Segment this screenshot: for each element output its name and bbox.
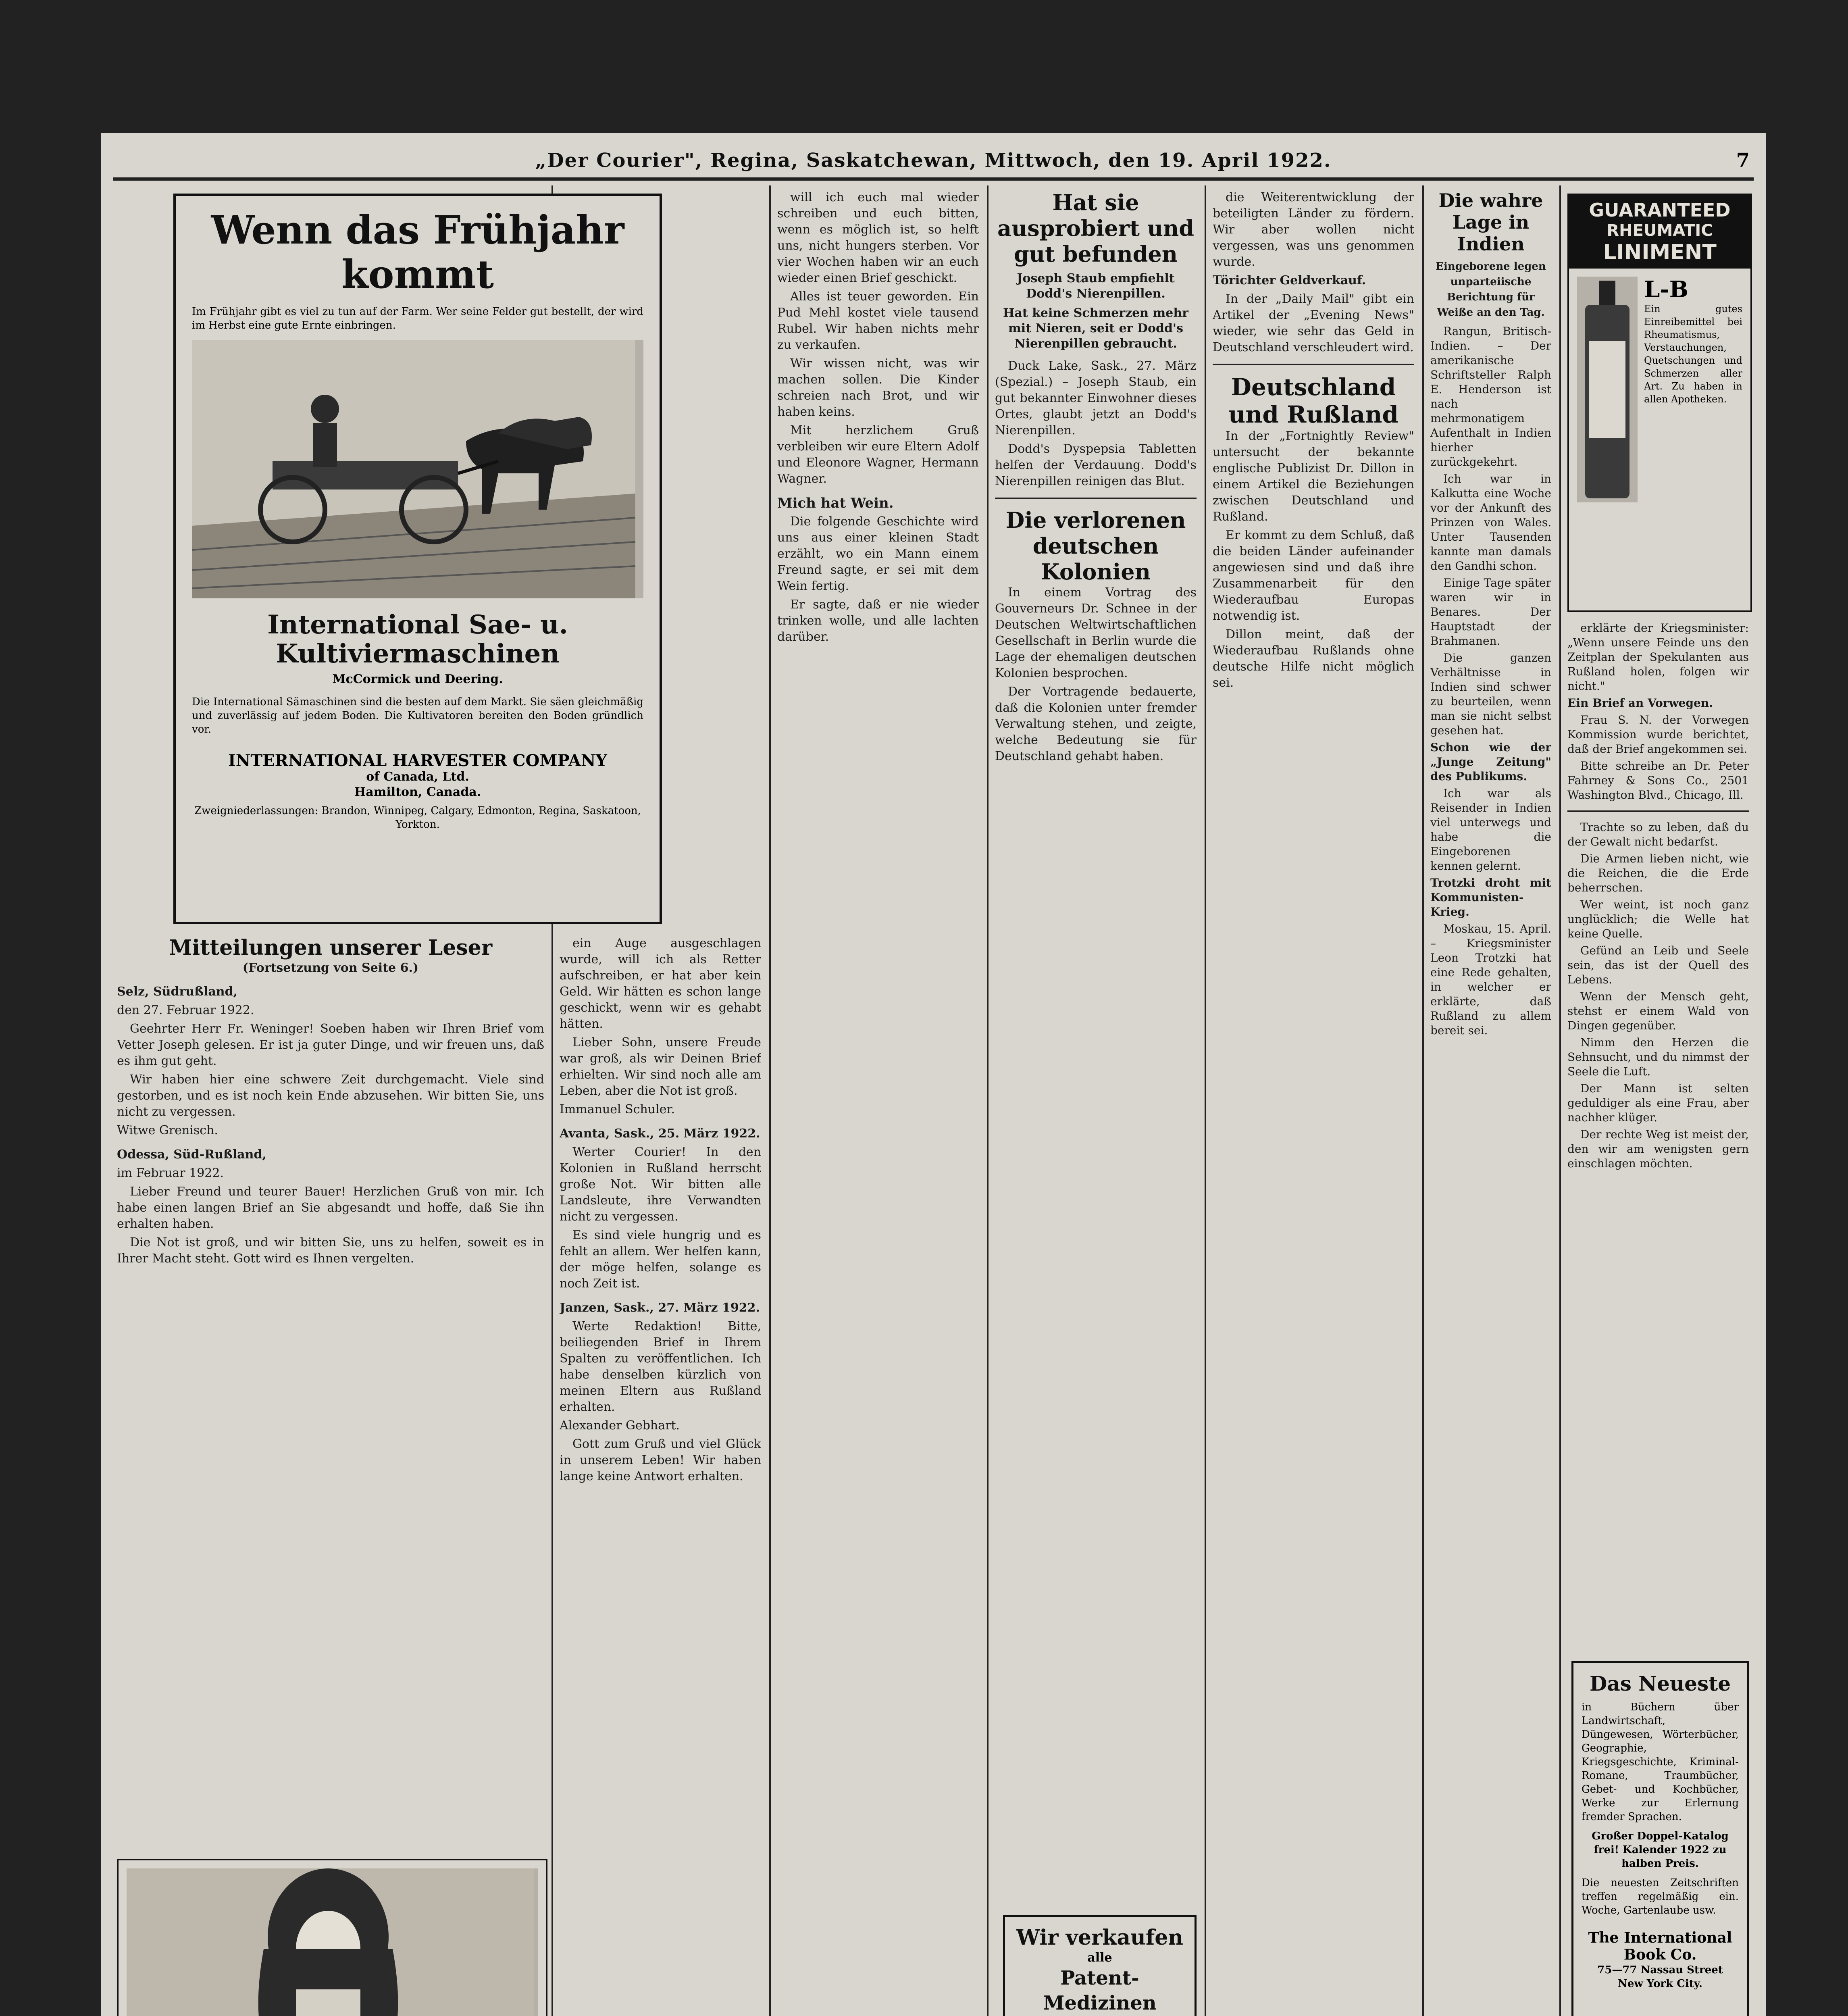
liniment-line1: GUARANTEED (1589, 199, 1731, 221)
liniment-line2: RHEUMATIC (1607, 221, 1713, 240)
column-6 (1430, 190, 1551, 2016)
section-title: Mitteilungen unserer Leser (169, 935, 493, 960)
article-subtitle: Ein Brief an Vorwegen. (1567, 696, 1713, 710)
saying: Nimm den Herzen die Sehnsucht, und du nimmst der Seele die Luft. (1567, 1036, 1749, 1078)
article-subtitle: Schon wie der „Junge Zeitung" des Publikums. (1430, 741, 1551, 783)
article-title: Die wahre Lage in Indien (1438, 190, 1543, 255)
mitteilungen-section (117, 935, 544, 1835)
paragraph: Werte Redaktion! Bitte, beiliegenden Brief in Ihrem Spalten zu veröffentlichen. Ich habe denselben kürzlich von meinen Eltern aus Rußland erhalten. (560, 1319, 761, 1414)
article-rule (995, 498, 1197, 499)
ad-company: The International Book Co. (1588, 1929, 1732, 1963)
letter-date: im Februar 1922. (117, 1166, 224, 1180)
paragraph: Moskau, 15. April. – Kriegsminister Leon Trotzki hat eine Rede gehalten, in welcher er erklärte, daß Rußland zu allem bereit sei. (1430, 922, 1551, 1037)
column-7 (1567, 621, 1749, 1629)
ad-company-suffix: of Canada, Ltd. (366, 770, 469, 784)
bottle-illustration (1577, 277, 1638, 502)
paragraph: Bitte schreibe an Dr. Peter Fahrney & Sons Co., 2501 Washington Blvd., Chicago, Ill. (1567, 759, 1749, 802)
book-company-advertisement (1571, 1661, 1749, 2016)
saying: Wer weint, ist noch ganz unglücklich; die Welle hat keine Quelle. (1567, 898, 1749, 940)
article-title: Mich hat Wein. (777, 495, 894, 511)
paragraph: Dillon meint, daß der Wiederaufbau Rußlands ohne deutsche Hilfe nicht möglich sei. (1213, 627, 1414, 690)
saying: Der Mann ist selten geduldiger als eine Frau, aber nachher klüger. (1567, 1082, 1749, 1124)
woman-figure-drawing (127, 1868, 534, 2016)
paragraph: Mit herzlichem Gruß verbleiben wir eure Eltern Adolf und Eleonore Wagner, Hermann Wagner. (777, 423, 979, 486)
letter-place: Janzen, Sask., 27. März 1922. (560, 1301, 760, 1315)
ad-title: Das Neueste (1589, 1672, 1731, 1695)
ad-company: INTERNATIONAL HARVESTER COMPANY (228, 751, 607, 770)
ad-text: in Büchern über Landwirtschaft, Düngewesen, Wörterbücher, Geographie, Kriegsgeschichte, Kriminal-Romane, Traumbücher, Gebet- und Kochbücher, Werke zur Erlernung fremder Sprachen. (1582, 1701, 1739, 1823)
paragraph: In der „Fortnightly Review" untersucht der bekannte englische Publizist Dr. Dillon in einem Artikel die Beziehungen zwischen Deutschland und Rußland. (1213, 429, 1414, 524)
letter-date: den 27. Februar 1922. (117, 1003, 254, 1017)
bottle-icon (1577, 277, 1638, 502)
paragraph: In der „Daily Mail" gibt ein Artikel der „Evening News" wieder, wie sehr das Geld in Deutschland verschleudert wird. (1213, 292, 1414, 354)
column-rule (1422, 185, 1424, 2016)
saying: Wenn der Mensch geht, stehst er einem Wald von Dingen gegenüber. (1567, 990, 1749, 1032)
column-rule (1205, 185, 1206, 2016)
paragraph: Duck Lake, Sask., 27. März (Spezial.) – Joseph Staub, ein gut bekannter Einwohner dieses Ortes, glaubt jetzt an Dodd's Nierenpillen. (995, 359, 1197, 437)
letter-place: Odessa, Süd-Rußland, (117, 1148, 266, 1162)
paragraph: Rangun, Britisch-Indien. – Der amerikanische Schriftsteller Ralph E. Henderson ist nach mehrmonatigem Aufenthalt in Indien hierher zurückgekehrt. (1430, 325, 1551, 469)
horse-seeder-drawing (192, 340, 635, 598)
paragraph: Die ganzen Verhältnisse in Indien sind schwer zu beurteilen, wenn man sie nicht selbst gesehen hat. (1430, 651, 1551, 737)
paragraph: Ich war als Reisender in Indien viel unterwegs und habe die Eingeborenen kennen gelernt. (1430, 787, 1551, 873)
liniment-brand: L-B (1644, 276, 1688, 303)
paragraph: Der Vortragende bedauerte, daß die Kolonien unter fremder Verwaltung stehen, und zeigte, welche Bedeutung sie für Deutschland gehabt haben. (995, 685, 1197, 763)
paragraph: die Weiterentwicklung der beteiligten Länder zu fördern. Wir aber wollen nicht vergessen, was uns genommen wurde. (1213, 190, 1414, 269)
column-5 (1213, 190, 1414, 2016)
ad-city: New York City. (1618, 1978, 1702, 1990)
column-3 (777, 190, 979, 2016)
saying: Trachte so zu leben, daß du der Gewalt nicht bedarfst. (1567, 821, 1749, 848)
harvester-advertisement (173, 194, 662, 924)
liniment-text: Ein gutes Einreibemittel bei Rheumatismus, Verstauchungen, Quetschungen und Schmerzen aller Art. Zu haben in allen Apotheken. (1644, 303, 1742, 405)
article-subtitle: Törichter Geldverkauf. (1213, 273, 1366, 287)
article-title: Hat sie ausprobiert und gut befunden (997, 190, 1194, 267)
letter-body: Lieber Freund und teurer Bauer! Herzlichen Gruß von mir. Ich habe einen langen Brief an Sie abgesandt und hoffe, daß Sie ihn erhalten haben. (117, 1185, 544, 1231)
liniment-line3: LINIMENT (1603, 240, 1717, 264)
article-subtitle: Hat keine Schmerzen mehr mit Nieren, seit er Dodd's Nierenpillen gebraucht. (1003, 306, 1188, 351)
article-subtitle: Trotzki droht mit Kommunisten-Krieg. (1430, 876, 1551, 918)
article-subtitle: Joseph Staub empfiehlt Dodd's Nierenpillen. (1017, 271, 1175, 301)
signature: Alexander Gebhart. (560, 1418, 680, 1433)
paragraph: erklärte der Kriegsminister: „Wenn unsere Feinde uns den Zeitplan der Spekulanten aus Rußland holen, folgen wir nicht." (1567, 621, 1749, 693)
paragraph: Werter Courier! In den Kolonien in Rußland herrscht große Not. Wir bitten alle Landsleute, ihre Verwandten nicht zu vergessen. (560, 1145, 761, 1224)
ad-city: Hamilton, Canada. (354, 785, 481, 799)
ad-title: Wir verkaufen (1016, 1925, 1184, 1950)
paragraph: In einem Vortrag des Gouverneurs Dr. Schnee in der Deutschen Weltwirtschaftlichen Gesellschaft in Berlin wurde die Lage der ehemaligen deutschen Kolonien besprochen. (995, 585, 1197, 680)
farm-machinery-illustration (192, 340, 643, 598)
paragraph: Er sagte, daß er nie wieder trinken wolle, und alle lachten darüber. (777, 598, 979, 644)
saying: Gefünd an Leib und Seele sein, das ist der Quell des Lebens. (1567, 944, 1749, 986)
paragraph: Gott zum Gruß und viel Glück in unserem Leben! Wir haben lange keine Antwort erhalten. (560, 1437, 761, 1483)
ad-subtitle: McCormick und Deering. (332, 672, 503, 686)
letter-body: Die Not ist groß, und wir bitten Sie, uns zu helfen, soweit es in Ihrer Macht steht. Gott wird es Ihnen vergelten. (117, 1235, 544, 1266)
paragraph: Einige Tage später waren wir in Benares. Der Hauptstadt der Brahmanen. (1430, 576, 1551, 648)
ad-intro: Im Frühjahr gibt es viel zu tun auf der Farm. Wer seine Felder gut bestellt, der wird im Herbst eine gute Ernte einbringen. (192, 306, 643, 331)
letter-body: Wir haben hier eine schwere Zeit durchgemacht. Viele sind gestorben, und es ist noch kein Ende abzusehen. Wir bitten Sie, uns nicht zu vergessen. (117, 1073, 544, 1119)
patent-medicine-advertisement (1003, 1915, 1197, 2016)
liniment-advertisement (1567, 194, 1752, 612)
saying: Der rechte Weg ist meist der, den wir am wenigsten gern einschlagen möchten. (1567, 1128, 1749, 1170)
masthead-rule (113, 177, 1754, 181)
ad-offer: Großer Doppel-Katalog frei! Kalender 1922 zu halben Preis. (1592, 1830, 1729, 1870)
woman-hair-illustration (127, 1868, 538, 2016)
ad-address: 75—77 Nassau Street (1597, 1964, 1723, 1976)
article-subtitle: Eingeborene legen unparteiische Berichtung für Weiße an den Tag. (1436, 260, 1546, 319)
ad-text: alle (1087, 1951, 1112, 1965)
paragraph: will ich euch mal wieder schreiben und euch bitten, wenn es möglich ist, so helft uns, nicht hungers sterben. Vor vier Wochen haben wir an euch wieder einen Brief geschickt. (777, 190, 979, 285)
ad-headline: Wenn das Frühjahr kommt (211, 207, 624, 297)
article-title: Deutschland und Rußland (1228, 373, 1398, 428)
article-title: Die verlorenen deutschen Kolonien (1005, 507, 1186, 585)
masthead: „Der Courier", Regina, Saskatchewan, Mittwoch, den 19. April 1922. (535, 149, 1332, 172)
letter-body: Geehrter Herr Fr. Weninger! Soeben haben wir Ihren Brief vom Vetter Joseph gelesen. Er ist ja guter Dinge, und wir freuen uns, daß es ihm gut geht. (117, 1022, 544, 1068)
article-rule (1213, 364, 1414, 365)
newspaper-page (101, 133, 1766, 2016)
saying: Die Armen lieben nicht, wie die Reichen, die die Erde beherrschen. (1567, 852, 1749, 894)
column-rule (987, 185, 989, 2016)
paragraph: Dodd's Dyspepsia Tabletten helfen der Verdauung. Dodd's Nierenpillen reinigen das Blut. (995, 442, 1197, 488)
section-subtitle: (Fortsetzung von Seite 6.) (242, 961, 419, 975)
page-number: 7 (1736, 149, 1750, 172)
paragraph: Er kommt zu dem Schluß, daß die beiden Länder aufeinander angewiesen sind und daß ihre Zusammenarbeit für den Wiederaufbau Europas notwendig ist. (1213, 528, 1414, 623)
hair-tonic-advertisement (117, 1859, 547, 2016)
column-2 (560, 935, 761, 2016)
article-rule (1567, 810, 1749, 812)
letter-signature: Witwe Grenisch. (117, 1123, 218, 1137)
paragraph: Die folgende Geschichte wird uns aus einer kleinen Stadt erzählt, wo ein Mann einem Freund sagte, er sei mit dem Wein fertig. (777, 514, 979, 593)
paragraph: Lieber Sohn, unsere Freude war groß, als wir Deinen Brief erhielten. Wir sind noch alle am Leben, aber die Not ist groß. (560, 1035, 761, 1098)
column-rule (1559, 185, 1561, 2016)
paragraph: Ich war in Kalkutta eine Woche vor der Ankunft des Prinzen von Wales. Unter Tausenden kannte man damals den Gandhi schon. (1430, 472, 1551, 573)
paragraph: Es sind viele hungrig und es fehlt an allem. Wer helfen kann, der möge helfen, solange es noch Zeit ist. (560, 1228, 761, 1291)
paragraph: Frau S. N. der Vorwegen Kommission wurde berichtet, daß der Brief angekommen sei. (1567, 713, 1749, 756)
ad-title: International Sae- u. Kultiviermaschinen (267, 610, 568, 669)
ad-branches: Zweigniederlassungen: Brandon, Winnipeg, Calgary, Edmonton, Regina, Saskatoon, Yorkton. (194, 805, 641, 831)
ad-text: Die neuesten Zeitschriften treffen regelmäßig ein. Woche, Gartenlaube usw. (1582, 1877, 1739, 1916)
letter-place: Avanta, Sask., 25. März 1922. (560, 1127, 760, 1141)
paragraph: ein Auge ausgeschlagen wurde, will ich als Retter aufschreiben, er hat aber kein Geld. Wir hätten es schon lange geschickt, wenn wir es gehabt hätten. (560, 936, 761, 1031)
signature: Immanuel Schuler. (560, 1102, 675, 1116)
column-4 (995, 190, 1197, 1673)
letter-place: Selz, Südrußland, (117, 985, 238, 999)
paragraph: Wir wissen nicht, was wir machen sollen. Die Kinder schreien nach Brot, und wir haben keins. (777, 356, 979, 419)
ad-body: Die International Sämaschinen sind die besten auf dem Markt. Sie säen gleichmäßig und zuverlässig auf jedem Boden. Die Kultivatoren bereiten den Boden gründlich vor. (192, 696, 643, 735)
column-rule (769, 185, 771, 2016)
ad-title: Patent-Medizinen (1043, 1967, 1157, 2014)
paragraph: Alles ist teuer geworden. Ein Pud Mehl kostet viele tausend Rubel. Wir haben nichts mehr zu verkaufen. (777, 289, 979, 352)
